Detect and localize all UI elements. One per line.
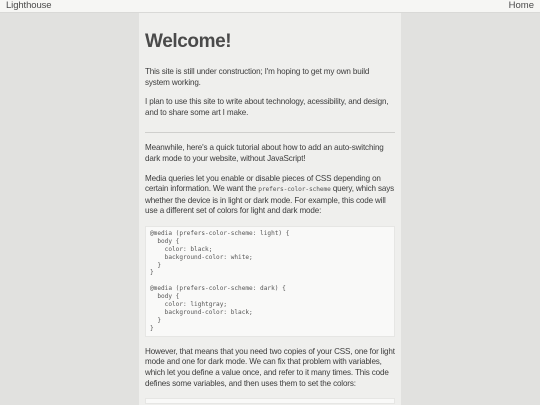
variables-paragraph: However, that means that you need two copies of your CSS, one for light mode and one for dark mode. We can fix that problem with variables, which let you define a value once, and refer to it many times. This code defines some variables, and then uses them to set the colors: <box>145 346 395 388</box>
intro-paragraph-2: I plan to use this site to write about technology, acessibility, and design, and to share some art I make. <box>145 97 389 117</box>
inline-code-prefers-color-scheme: prefers-color-scheme <box>258 186 331 194</box>
code-block-variables <box>145 398 395 404</box>
top-navigation-bar <box>0 0 540 13</box>
code-block-media-queries: @media (prefers-color-scheme: light) { body { color: black; background-color: white; } } @media (prefers-color-scheme: dark) { body { color: lightgray; background-color: black; } } <box>145 226 395 337</box>
media-queries-paragraph <box>145 174 395 217</box>
home-link[interactable]: Home <box>508 0 534 11</box>
section-divider <box>145 132 395 133</box>
tutorial-intro-paragraph: Meanwhile, here's a quick tutorial about how to add an auto-switching dark mode to your website, without JavaScript! <box>145 143 384 163</box>
intro-paragraph-1: This site is still under construction; I'm hoping to get my own build system working. <box>145 67 370 87</box>
media-queries-text-after: query, which says whether the device is in light or dark mode. For example, this code will use a different set of colors for light and dark mode: <box>145 184 395 216</box>
media-queries-text-before: Media queries let you enable or disable pieces of CSS depending on certain information. We want the <box>145 173 381 194</box>
page-title: Welcome! <box>145 31 232 52</box>
site-brand-link[interactable]: Lighthouse <box>6 0 52 11</box>
article-content <box>139 13 401 405</box>
